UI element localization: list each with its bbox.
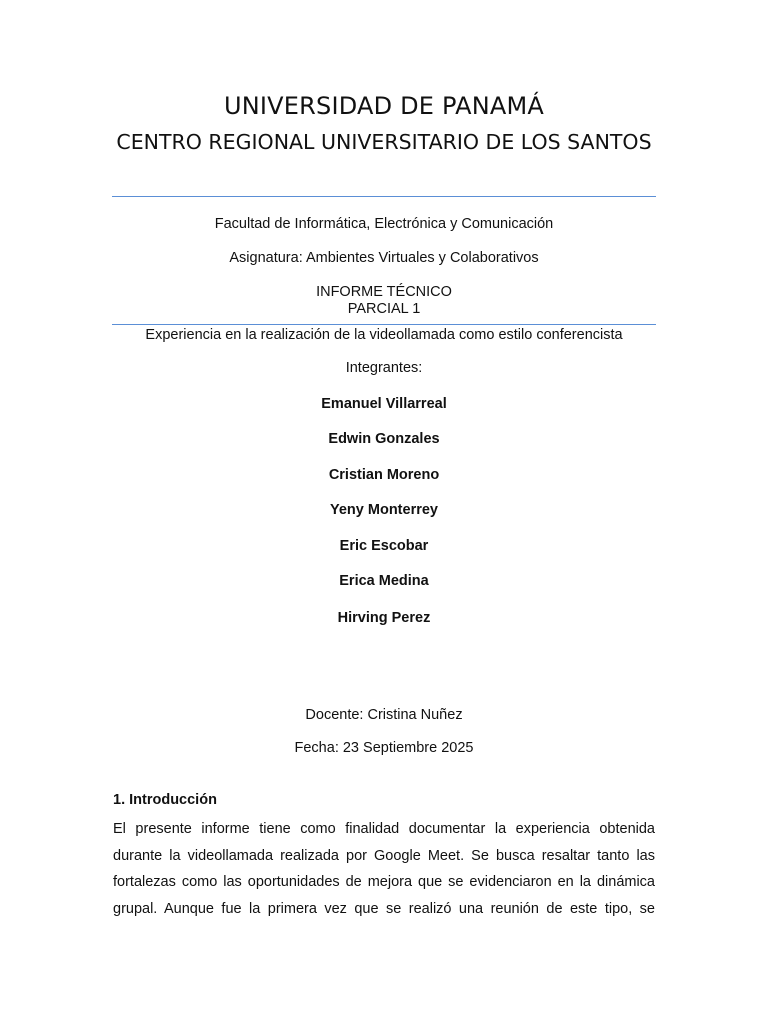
report-topic: Experiencia en la realización de la videollamada como estilo conferencista	[145, 327, 623, 343]
regional-center-title: CENTRO REGIONAL UNIVERSITARIO DE LOS SANTOS	[116, 130, 652, 154]
paragraph-line: El presente informe tiene como finalidad documentar la experiencia obtenida	[113, 821, 655, 837]
subject-line: Asignatura: Ambientes Virtuales y Colaborativos	[229, 250, 539, 266]
date-line: Fecha: 23 Septiembre 2025	[294, 740, 474, 756]
university-title: UNIVERSIDAD DE PANAMÁ	[223, 92, 545, 120]
member-name: Eric Escobar	[339, 538, 429, 554]
paragraph-line: fortalezas como las oportunidades de mejora que se evidenciaron en la dinámica	[113, 874, 655, 890]
member-name: Cristian Moreno	[328, 467, 440, 483]
intro-paragraph	[113, 816, 655, 922]
members-label: Integrantes:	[345, 360, 423, 376]
report-type: INFORME TÉCNICO	[316, 284, 452, 300]
teacher-line: Docente: Cristina Nuñez	[305, 707, 463, 723]
member-name: Yeny Monterrey	[330, 502, 438, 518]
faculty-line: Facultad de Informática, Electrónica y Comunicación	[214, 216, 554, 232]
member-name: Emanuel Villarreal	[321, 396, 447, 412]
member-name: Edwin Gonzales	[328, 431, 440, 447]
divider-middle	[112, 324, 656, 325]
partial-label: PARCIAL 1	[347, 301, 421, 317]
member-name: Hirving Perez	[337, 610, 431, 626]
member-name: Erica Medina	[339, 573, 429, 589]
paragraph-line: grupal. Aunque fue la primera vez que se realizó una reunión de este tipo, se	[113, 900, 655, 917]
divider-top	[112, 196, 656, 197]
paragraph-line: durante la videollamada realizada por Google Meet. Se busca resaltar tanto las	[113, 847, 655, 864]
intro-heading: 1. Introducción	[113, 792, 217, 808]
